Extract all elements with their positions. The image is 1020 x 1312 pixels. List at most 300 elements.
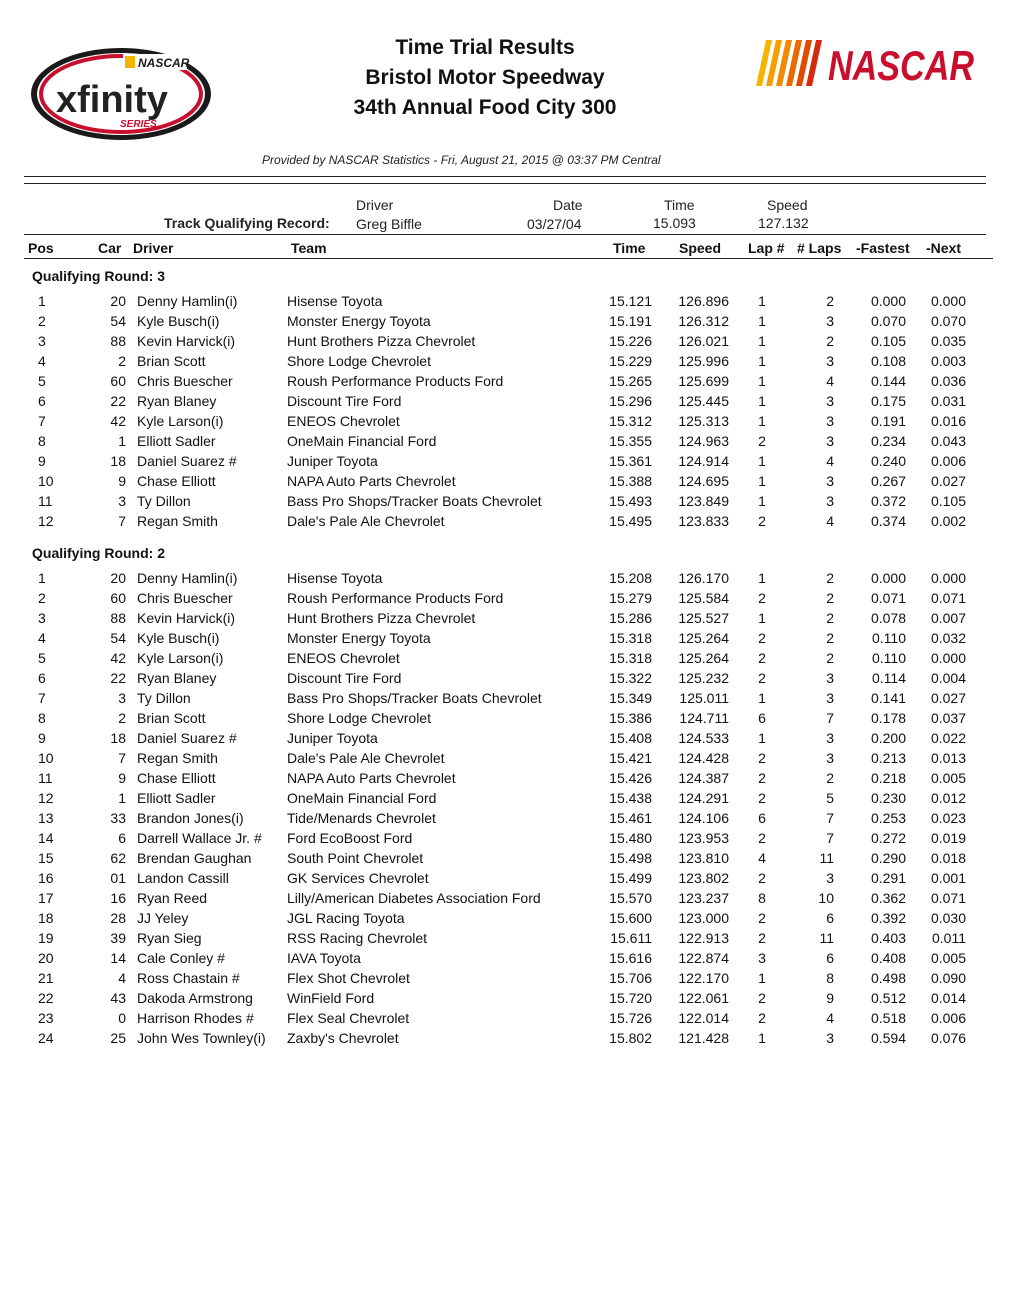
header-rule-top <box>24 176 986 177</box>
cell-next: 0.027 <box>930 690 966 706</box>
table-row <box>0 870 1020 890</box>
cell-driver: Harrison Rhodes # <box>137 1010 254 1026</box>
cell-speed: 126.896 <box>678 293 729 309</box>
cell-team: Hisense Toyota <box>287 293 383 309</box>
cell-laps: 2 <box>826 570 834 586</box>
table-row <box>0 950 1020 970</box>
cell-driver: Chase Elliott <box>137 473 216 489</box>
cell-fastest: 0.218 <box>870 770 906 786</box>
cell-laps: 2 <box>826 333 834 349</box>
table-row <box>0 910 1020 930</box>
cell-driver: Kevin Harvick(i) <box>137 333 236 349</box>
cell-next: 0.007 <box>930 610 966 626</box>
cell-car: 43 <box>110 990 126 1006</box>
cell-pos: 20 <box>38 950 54 966</box>
column-rule-bottom <box>24 258 993 259</box>
cell-team: Ford EcoBoost Ford <box>287 830 413 846</box>
nascar-logo <box>752 38 984 88</box>
cell-speed: 122.913 <box>678 930 729 946</box>
cell-laps: 6 <box>826 950 834 966</box>
cell-next: 0.012 <box>930 790 966 806</box>
cell-car: 7 <box>118 750 126 766</box>
cell-fastest: 0.114 <box>872 670 906 686</box>
cell-driver: Chris Buescher <box>137 373 233 389</box>
cell-car: 33 <box>110 810 126 826</box>
cell-lap: 6 <box>758 710 766 726</box>
cell-pos: 4 <box>38 353 46 369</box>
cell-laps: 9 <box>826 990 834 1006</box>
cell-team: Zaxby's Chevrolet <box>287 1030 399 1046</box>
cell-speed: 126.312 <box>678 313 729 329</box>
cell-speed: 123.000 <box>678 910 729 926</box>
table-row <box>0 770 1020 790</box>
cell-time: 15.421 <box>609 750 652 766</box>
cell-pos: 19 <box>38 930 54 946</box>
col-team: Team <box>291 240 327 256</box>
cell-team: NAPA Auto Parts Chevrolet <box>287 473 456 489</box>
cell-speed: 123.802 <box>678 870 729 886</box>
cell-pos: 10 <box>38 750 54 766</box>
cell-time: 15.480 <box>609 830 652 846</box>
cell-laps: 4 <box>826 513 834 529</box>
cell-next: 0.071 <box>930 890 966 906</box>
cell-car: 39 <box>110 930 126 946</box>
cell-speed: 123.810 <box>678 850 729 866</box>
cell-fastest: 0.372 <box>870 493 906 509</box>
cell-team: Hunt Brothers Pizza Chevrolet <box>287 610 476 626</box>
cell-time: 15.499 <box>609 870 652 886</box>
cell-pos: 7 <box>38 690 46 706</box>
col-laps: # Laps <box>797 240 842 256</box>
cell-speed: 125.996 <box>678 353 729 369</box>
table-row <box>0 393 1020 413</box>
cell-next: 0.105 <box>930 493 966 509</box>
cell-team: Juniper Toyota <box>287 453 378 469</box>
cell-time: 15.229 <box>609 353 652 369</box>
cell-laps: 7 <box>826 710 834 726</box>
cell-time: 15.408 <box>609 730 652 746</box>
table-row <box>0 890 1020 910</box>
table-row <box>0 810 1020 830</box>
cell-next: 0.006 <box>930 1010 966 1026</box>
cell-pos: 3 <box>38 610 46 626</box>
col-driver: Driver <box>133 240 174 256</box>
cell-lap: 2 <box>758 750 766 766</box>
cell-fastest: 0.594 <box>870 1030 906 1046</box>
cell-laps: 4 <box>826 373 834 389</box>
cell-team: JGL Racing Toyota <box>287 910 405 926</box>
cell-driver: Elliott Sadler <box>137 790 216 806</box>
cell-speed: 125.527 <box>678 610 729 626</box>
cell-speed: 122.061 <box>678 990 729 1006</box>
table-row <box>0 830 1020 850</box>
cell-team: Lilly/American Diabetes Association Ford <box>287 890 541 906</box>
cell-lap: 1 <box>758 413 766 429</box>
cell-next: 0.000 <box>930 570 966 586</box>
cell-team: Shore Lodge Chevrolet <box>287 710 431 726</box>
cell-pos: 1 <box>38 570 46 586</box>
cell-fastest: 0.175 <box>870 393 906 409</box>
table-row <box>0 453 1020 473</box>
cell-fastest: 0.272 <box>870 830 906 846</box>
cell-car: 62 <box>110 850 126 866</box>
header-rule-bottom <box>24 183 986 184</box>
cell-lap: 1 <box>758 373 766 389</box>
table-row <box>0 710 1020 730</box>
cell-speed: 124.106 <box>678 810 729 826</box>
cell-laps: 4 <box>826 453 834 469</box>
cell-laps: 7 <box>826 810 834 826</box>
col-lap: Lap # <box>748 240 785 256</box>
cell-driver: Ty Dillon <box>137 690 191 706</box>
cell-time: 15.355 <box>609 433 652 449</box>
cell-fastest: 0.191 <box>870 413 906 429</box>
cell-pos: 8 <box>38 433 46 449</box>
cell-next: 0.090 <box>930 970 966 986</box>
cell-time: 15.386 <box>609 710 652 726</box>
cell-team: Hunt Brothers Pizza Chevrolet <box>287 333 476 349</box>
cell-car: 60 <box>110 590 126 606</box>
cell-driver: Chase Elliott <box>137 770 216 786</box>
cell-pos: 21 <box>38 970 54 986</box>
cell-pos: 22 <box>38 990 54 1006</box>
record-speed-label: Speed <box>767 197 808 213</box>
cell-pos: 6 <box>38 393 46 409</box>
cell-speed: 126.021 <box>678 333 729 349</box>
cell-lap: 1 <box>758 453 766 469</box>
column-rule-top <box>24 234 986 235</box>
cell-fastest: 0.374 <box>870 513 906 529</box>
cell-time: 15.438 <box>609 790 652 806</box>
cell-pos: 18 <box>38 910 54 926</box>
cell-lap: 1 <box>758 690 766 706</box>
cell-laps: 3 <box>826 493 834 509</box>
cell-next: 0.001 <box>930 870 966 886</box>
cell-team: Discount Tire Ford <box>287 670 402 686</box>
cell-lap: 2 <box>758 990 766 1006</box>
cell-next: 0.000 <box>930 293 966 309</box>
cell-pos: 6 <box>38 670 46 686</box>
cell-fastest: 0.392 <box>870 910 906 926</box>
cell-team: Dale's Pale Ale Chevrolet <box>287 513 445 529</box>
cell-car: 28 <box>110 910 126 926</box>
col-car: Car <box>98 240 122 256</box>
col-time: Time <box>613 240 646 256</box>
cell-speed: 122.014 <box>678 1010 729 1026</box>
cell-pos: 5 <box>38 650 46 666</box>
cell-next: 0.003 <box>930 353 966 369</box>
cell-next: 0.076 <box>930 1030 966 1046</box>
cell-driver: Kyle Larson(i) <box>137 413 224 429</box>
cell-laps: 3 <box>826 1030 834 1046</box>
table-row <box>0 610 1020 630</box>
cell-laps: 4 <box>826 1010 834 1026</box>
cell-next: 0.036 <box>930 373 966 389</box>
cell-next: 0.006 <box>930 453 966 469</box>
cell-car: 42 <box>110 413 126 429</box>
cell-laps: 3 <box>826 353 834 369</box>
cell-next: 0.027 <box>930 473 966 489</box>
cell-speed: 125.232 <box>678 670 729 686</box>
cell-laps: 3 <box>826 433 834 449</box>
cell-speed: 125.699 <box>678 373 729 389</box>
cell-car: 18 <box>110 730 126 746</box>
cell-next: 0.018 <box>930 850 966 866</box>
cell-lap: 2 <box>758 513 766 529</box>
cell-car: 0 <box>118 1010 126 1026</box>
cell-laps: 3 <box>826 670 834 686</box>
cell-driver: Regan Smith <box>137 750 218 766</box>
cell-lap: 1 <box>758 570 766 586</box>
cell-team: Roush Performance Products Ford <box>287 373 504 389</box>
cell-laps: 2 <box>826 293 834 309</box>
cell-speed: 124.291 <box>678 790 729 806</box>
cell-next: 0.005 <box>930 950 966 966</box>
cell-speed: 125.011 <box>679 690 729 706</box>
cell-time: 15.265 <box>609 373 652 389</box>
cell-car: 3 <box>118 690 126 706</box>
cell-driver: Kevin Harvick(i) <box>137 610 236 626</box>
record-driver: Greg Biffle <box>356 216 422 232</box>
cell-fastest: 0.000 <box>870 570 906 586</box>
cell-speed: 124.428 <box>678 750 729 766</box>
cell-driver: John Wes Townley(i) <box>137 1030 266 1046</box>
table-row <box>0 670 1020 690</box>
cell-driver: Ty Dillon <box>137 493 191 509</box>
cell-time: 15.461 <box>609 810 652 826</box>
cell-fastest: 0.141 <box>870 690 906 706</box>
cell-time: 15.208 <box>609 570 652 586</box>
cell-next: 0.011 <box>932 930 966 946</box>
col-next: -Next <box>926 240 962 256</box>
cell-team: Discount Tire Ford <box>287 393 402 409</box>
cell-team: GK Services Chevrolet <box>287 870 429 886</box>
cell-lap: 2 <box>758 590 766 606</box>
cell-time: 15.226 <box>609 333 652 349</box>
cell-driver: Dakoda Armstrong <box>137 990 253 1006</box>
cell-team: Bass Pro Shops/Tracker Boats Chevrolet <box>287 690 542 706</box>
cell-driver: Ryan Sieg <box>137 930 202 946</box>
cell-lap: 3 <box>758 950 766 966</box>
cell-car: 6 <box>118 830 126 846</box>
record-speed: 127.132 <box>758 215 809 231</box>
cell-fastest: 0.200 <box>870 730 906 746</box>
cell-fastest: 0.110 <box>872 650 906 666</box>
cell-fastest: 0.518 <box>870 1010 906 1026</box>
cell-next: 0.013 <box>930 750 966 766</box>
cell-fastest: 0.267 <box>870 473 906 489</box>
cell-team: RSS Racing Chevrolet <box>287 930 428 946</box>
record-date-label: Date <box>553 197 583 213</box>
cell-team: Juniper Toyota <box>287 730 378 746</box>
table-row <box>0 493 1020 513</box>
cell-car: 20 <box>110 570 126 586</box>
table-row <box>0 990 1020 1010</box>
cell-driver: Kyle Busch(i) <box>137 630 220 646</box>
cell-fastest: 0.291 <box>870 870 906 886</box>
cell-driver: Ryan Blaney <box>137 670 217 686</box>
cell-car: 9 <box>118 473 126 489</box>
cell-team: Tide/Menards Chevrolet <box>287 810 436 826</box>
cell-fastest: 0.110 <box>872 630 906 646</box>
cell-fastest: 0.071 <box>870 590 906 606</box>
table-row <box>0 1010 1020 1030</box>
cell-speed: 123.833 <box>678 513 729 529</box>
cell-time: 15.426 <box>609 770 652 786</box>
cell-lap: 1 <box>758 313 766 329</box>
cell-team: IAVA Toyota <box>287 950 361 966</box>
table-row <box>0 353 1020 373</box>
cell-pos: 14 <box>38 830 54 846</box>
cell-pos: 9 <box>38 730 46 746</box>
cell-speed: 121.428 <box>678 1030 729 1046</box>
cell-lap: 1 <box>758 353 766 369</box>
cell-speed: 125.584 <box>678 590 729 606</box>
cell-car: 2 <box>118 353 126 369</box>
cell-car: 42 <box>110 650 126 666</box>
record-driver-label: Driver <box>356 197 394 213</box>
cell-speed: 123.953 <box>678 830 729 846</box>
cell-pos: 13 <box>38 810 54 826</box>
cell-driver: Ryan Blaney <box>137 393 217 409</box>
cell-fastest: 0.234 <box>870 433 906 449</box>
cell-next: 0.035 <box>930 333 966 349</box>
cell-laps: 6 <box>826 910 834 926</box>
cell-car: 20 <box>110 293 126 309</box>
cell-fastest: 0.362 <box>870 890 906 906</box>
cell-laps: 8 <box>826 970 834 986</box>
table-row <box>0 513 1020 533</box>
cell-car: 88 <box>110 610 126 626</box>
logo-left-sub-text: SERIES <box>120 119 157 130</box>
cell-laps: 3 <box>826 313 834 329</box>
cell-pos: 10 <box>38 473 54 489</box>
cell-pos: 8 <box>38 710 46 726</box>
cell-pos: 11 <box>38 770 53 786</box>
cell-car: 14 <box>110 950 126 966</box>
cell-next: 0.016 <box>930 413 966 429</box>
cell-pos: 3 <box>38 333 46 349</box>
cell-fastest: 0.108 <box>870 353 906 369</box>
cell-laps: 11 <box>819 930 834 946</box>
cell-next: 0.014 <box>930 990 966 1006</box>
cell-driver: Darrell Wallace Jr. # <box>137 830 262 846</box>
table-row <box>0 630 1020 650</box>
cell-pos: 23 <box>38 1010 54 1026</box>
cell-team: Bass Pro Shops/Tracker Boats Chevrolet <box>287 493 542 509</box>
cell-lap: 1 <box>758 393 766 409</box>
xfinity-series-logo <box>28 40 218 145</box>
cell-next: 0.032 <box>930 630 966 646</box>
cell-laps: 2 <box>826 630 834 646</box>
cell-lap: 2 <box>758 770 766 786</box>
cell-driver: Denny Hamlin(i) <box>137 570 238 586</box>
cell-lap: 6 <box>758 810 766 826</box>
cell-time: 15.318 <box>609 650 652 666</box>
table-row <box>0 433 1020 453</box>
cell-fastest: 0.230 <box>870 790 906 806</box>
cell-team: ENEOS Chevrolet <box>287 413 400 429</box>
cell-fastest: 0.512 <box>870 990 906 1006</box>
cell-lap: 2 <box>758 630 766 646</box>
cell-pos: 11 <box>38 493 53 509</box>
cell-driver: Daniel Suarez # <box>137 453 237 469</box>
table-row <box>0 313 1020 333</box>
cell-car: 54 <box>110 630 126 646</box>
cell-fastest: 0.498 <box>870 970 906 986</box>
cell-time: 15.706 <box>609 970 652 986</box>
cell-speed: 123.237 <box>678 890 729 906</box>
cell-fastest: 0.213 <box>870 750 906 766</box>
record-label: Track Qualifying Record: <box>164 215 330 231</box>
cell-laps: 10 <box>818 890 834 906</box>
cell-laps: 3 <box>826 690 834 706</box>
cell-time: 15.296 <box>609 393 652 409</box>
cell-car: 1 <box>118 433 126 449</box>
cell-lap: 2 <box>758 670 766 686</box>
cell-car: 54 <box>110 313 126 329</box>
title-line-3: 34th Annual Food City 300 <box>353 96 617 119</box>
cell-speed: 125.445 <box>678 393 729 409</box>
cell-speed: 124.387 <box>678 770 729 786</box>
cell-driver: Kyle Larson(i) <box>137 650 224 666</box>
cell-lap: 2 <box>758 870 766 886</box>
cell-time: 15.361 <box>609 453 652 469</box>
record-date: 03/27/04 <box>527 216 582 232</box>
cell-team: ENEOS Chevrolet <box>287 650 400 666</box>
cell-team: OneMain Financial Ford <box>287 433 437 449</box>
table-row <box>0 690 1020 710</box>
cell-lap: 1 <box>758 293 766 309</box>
cell-time: 15.498 <box>609 850 652 866</box>
cell-laps: 3 <box>826 413 834 429</box>
cell-next: 0.070 <box>930 313 966 329</box>
cell-lap: 1 <box>758 333 766 349</box>
provided-by: Provided by NASCAR Statistics - Fri, August 21, 2015 @ 03:37 PM Central <box>262 153 661 167</box>
cell-team: Monster Energy Toyota <box>287 630 431 646</box>
cell-lap: 2 <box>758 650 766 666</box>
cell-next: 0.004 <box>930 670 966 686</box>
cell-time: 15.493 <box>609 493 652 509</box>
table-row <box>0 333 1020 353</box>
cell-car: 4 <box>118 970 126 986</box>
record-time: 15.093 <box>653 215 696 231</box>
table-row <box>0 293 1020 313</box>
cell-fastest: 0.000 <box>870 293 906 309</box>
cell-team: Flex Shot Chevrolet <box>287 970 410 986</box>
cell-laps: 7 <box>826 830 834 846</box>
cell-time: 15.388 <box>609 473 652 489</box>
cell-laps: 2 <box>826 590 834 606</box>
cell-pos: 15 <box>38 850 54 866</box>
cell-fastest: 0.253 <box>870 810 906 826</box>
cell-team: WinField Ford <box>287 990 375 1006</box>
cell-driver: Ryan Reed <box>137 890 208 906</box>
cell-pos: 2 <box>38 590 46 606</box>
cell-laps: 2 <box>826 650 834 666</box>
col-speed: Speed <box>679 240 722 256</box>
cell-time: 15.121 <box>609 293 652 309</box>
cell-fastest: 0.403 <box>870 930 906 946</box>
cell-time: 15.726 <box>609 1010 652 1026</box>
cell-fastest: 0.105 <box>870 333 906 349</box>
logo-right-text: NASCAR <box>828 42 975 89</box>
cell-car: 3 <box>118 493 126 509</box>
cell-driver: Ross Chastain # <box>137 970 240 986</box>
table-row <box>0 730 1020 750</box>
cell-lap: 8 <box>758 890 766 906</box>
cell-speed: 124.914 <box>678 453 729 469</box>
